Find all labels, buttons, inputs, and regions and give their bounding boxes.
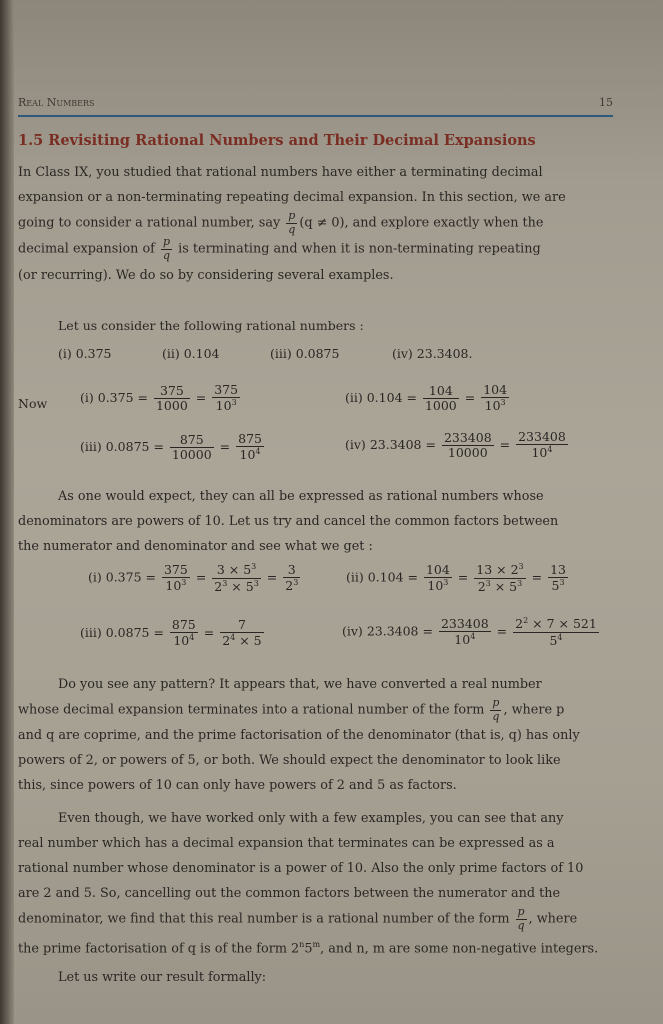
fraction-p-over-q: $\frac{p}{q}$ bbox=[492, 696, 500, 723]
eq2-iv: (iv) 23.3408 = $\frac{233408}{10^4}$ = $\frac{2^2 \times 7 \times 521}{5^4}$ bbox=[342, 615, 597, 648]
number-iv: (iv) 23.3408. bbox=[392, 346, 473, 361]
eq2-iii: (iii) 0.0875 = $\frac{875}{10^4}$ = $\frac{7}{2^4 \times 5}$ bbox=[80, 617, 262, 649]
fraction-p-over-q: $\frac{p}{q}$ bbox=[517, 905, 525, 932]
eq1-iii: (iii) 0.0875 = $\frac{875}{10000}$ = $\frac{875}{10^4}$ bbox=[80, 431, 262, 463]
page-number: 15 bbox=[599, 96, 613, 109]
para4-line-3: rational number whose denominator is a power of 10. Also the only prime factors of 10 bbox=[18, 861, 584, 876]
section-title: 1.5 Revisiting Rational Numbers and Their Decimal Expansions bbox=[18, 132, 536, 149]
last-line: Let us write our result formally: bbox=[58, 970, 267, 985]
eq1-ii: (ii) 0.104 = $\frac{104}{1000}$ = $\frac{104}{10^3}$ bbox=[345, 382, 508, 414]
eq1-i: (i) 0.375 = $\frac{375}{1000}$ = $\frac{375}{10^3}$ bbox=[80, 382, 239, 414]
eq1-iv: (iv) 23.3408 = $\frac{233408}{10000}$ = $\frac{233408}{10^4}$ bbox=[345, 429, 566, 461]
para3-line-2: whose decimal expansion terminates into a rational number of the form $\frac{p}{q}$ , where p bbox=[18, 696, 565, 723]
eq2-ii: (ii) 0.104 = $\frac{104}{10^3}$ = $\frac{13 \times 2^3}{2^3 \times 5^3}$ = $\frac{13}{5^3}$ bbox=[346, 561, 566, 594]
para4-line-4: are 2 and 5. So, cancelling out the common factors between the numerator and the bbox=[18, 886, 561, 901]
paragraph-2 bbox=[18, 484, 615, 559]
fraction-p-over-q: $\frac{p}{q}$ bbox=[288, 209, 296, 236]
para2-line-3: the numerator and denominator and see what we get : bbox=[18, 539, 373, 554]
intro-line-1: In Class IX, you studied that rational numbers have either a terminating decimal bbox=[18, 165, 543, 180]
paragraph-3 bbox=[18, 672, 615, 798]
para3-line-3: and q are coprime, and the prime factorisation of the denominator (that is, q) has only bbox=[18, 728, 580, 744]
eq2-i: (i) 0.375 = $\frac{375}{10^3}$ = $\frac{3 \times 5^3}{2^3 \times 5^3}$ = $\frac{3}{2^3}$ bbox=[88, 561, 299, 594]
consider-text: Let us consider the following rational numbers : bbox=[58, 318, 364, 333]
fraction-p-over-q: $\frac{p}{q}$ bbox=[163, 235, 171, 262]
para2-line-2: denominators are powers of 10. Let us try and cancel the common factors between bbox=[18, 514, 559, 529]
para4-line-1: Even though, we have worked only with a few examples, you can see that any bbox=[58, 811, 564, 826]
para4-line-5: denominator, we find that this real number is a rational number of the form $\frac{p}{q}$ , where bbox=[18, 905, 578, 932]
intro-line-2: expansion or a non-terminating repeating decimal expansion. In this section, we are bbox=[18, 190, 566, 205]
para3-line-4: powers of 2, or powers of 5, or both. We should expect the denominator to look like bbox=[18, 753, 561, 769]
intro-line-3: going to consider a rational number, say $\frac{p}{q}$ (q ≠ 0), and explore exactly when the bbox=[18, 209, 544, 236]
number-iii: (iii) 0.0875 bbox=[270, 346, 340, 361]
paragraph-4 bbox=[18, 806, 615, 962]
para2-line-1: As one would expect, they can all be expressed as rational numbers whose bbox=[58, 489, 544, 504]
running-header bbox=[18, 96, 613, 109]
page-gutter-shadow bbox=[0, 0, 14, 1024]
header-rule bbox=[18, 115, 613, 117]
intro-paragraph bbox=[18, 160, 615, 288]
para3-line-1: Do you see any pattern? It appears that, we have converted a real number bbox=[58, 677, 542, 692]
number-i: (i) 0.375 bbox=[58, 346, 112, 361]
para4-line-2: real number which has a decimal expansion that terminates can be expressed as a bbox=[18, 836, 555, 851]
para3-line-5: this, since powers of 10 can only have powers of 2 and 5 as factors. bbox=[18, 778, 457, 794]
para4-line-6: the prime factorisation of q is of the form 2$^n$5$^m$, and n, m are some non-negative integers. bbox=[18, 940, 599, 957]
now-label: Now bbox=[18, 396, 48, 411]
number-ii: (ii) 0.104 bbox=[162, 346, 220, 361]
intro-line-4: decimal expansion of $\frac{p}{q}$ is terminating and when it is non-terminating repeating bbox=[18, 235, 541, 262]
intro-line-5: (or recurring). We do so by considering several examples. bbox=[18, 267, 394, 283]
chapter-name: Real Numbers bbox=[18, 96, 95, 109]
